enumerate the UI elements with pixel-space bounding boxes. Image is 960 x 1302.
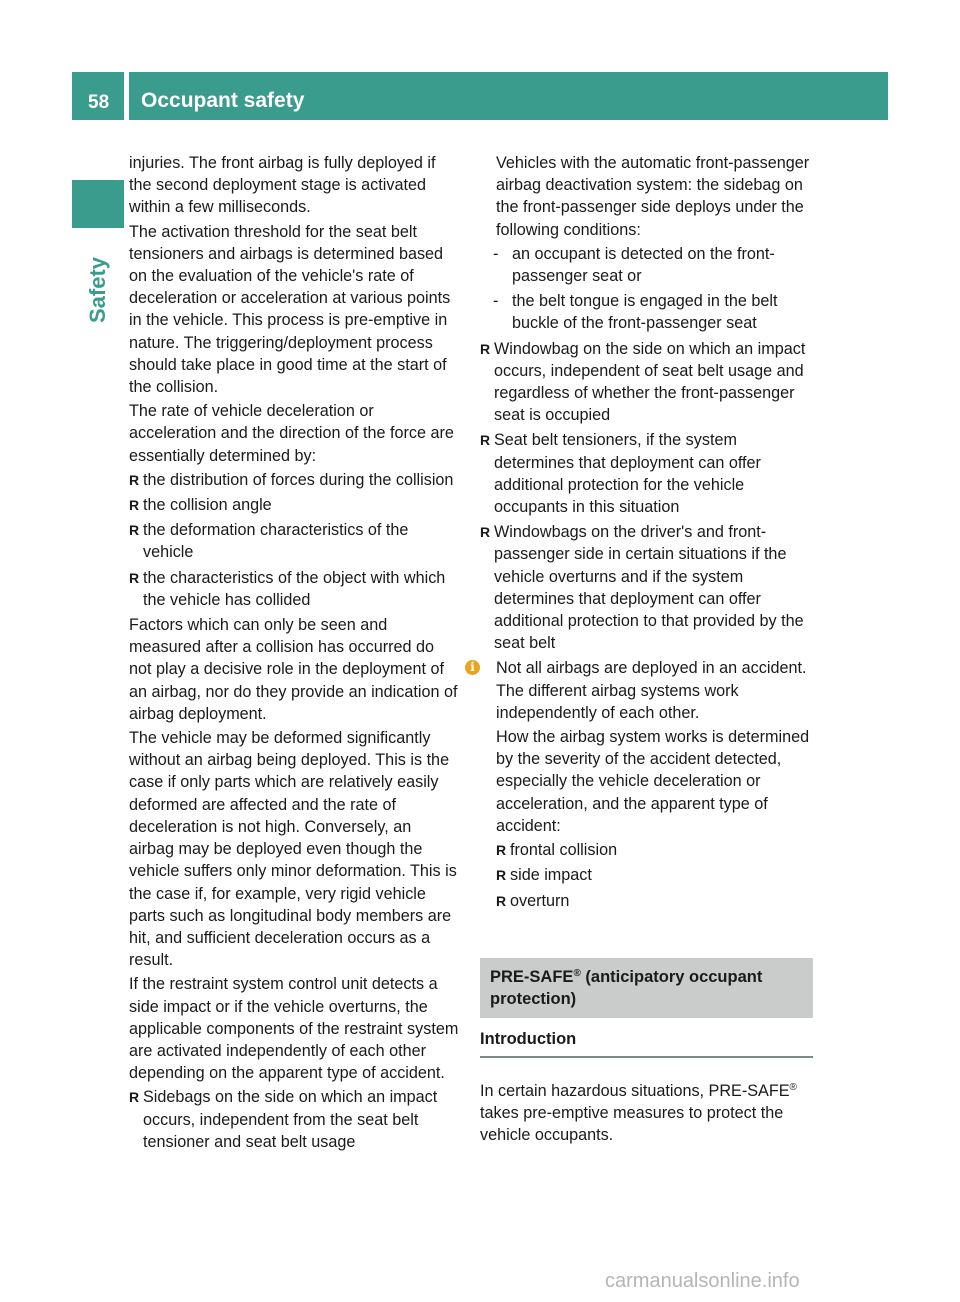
list-item: R side impact	[496, 864, 813, 886]
paragraph: The activation threshold for the seat belt tensioners and airbags is determined based on the evaluation of the vehicle's rate of deceleration or acceleration at various points in the vehicle. This process is pre-emptive in nature. The triggering/deployment process should take place in good time at the start of the collision.	[129, 222, 451, 397]
side-tab-marker	[72, 180, 124, 228]
list-item: R overturn	[496, 890, 813, 912]
list-item: R the distribution of forces during the collision	[129, 469, 460, 491]
dash-item: - the belt tongue is engaged in the belt buckle of the front-passenger seat	[480, 290, 813, 334]
paragraph: Factors which can only be seen and measured after a collision has occurred do not play a decisive role in the deployment of an airbag, nor do they provide an indication of airbag deployment.	[129, 616, 458, 723]
left-column	[129, 152, 460, 1156]
section-heading	[480, 958, 813, 1018]
registered-mark: ®	[573, 967, 581, 979]
section-heading-text-a: PRE-SAFE	[490, 967, 574, 986]
section-heading-text-b: (anticipatory occupant protection)	[490, 967, 763, 1008]
info-note	[470, 657, 813, 911]
list-item: R the deformation characteristics of the vehicle	[129, 519, 460, 563]
list-item: R Windowbags on the driver's and front-passenger side in certain situations if the vehicle overturns and if the system determines that deployment can offer additional protection to that provided by the seat belt	[480, 521, 813, 654]
list-item: R frontal collision	[496, 839, 813, 861]
registered-mark: ®	[789, 1081, 797, 1093]
list-item: R Seat belt tensioners, if the system determines that deployment can offer additional protection for the vehicle occupants in this situation	[480, 429, 813, 518]
right-column	[470, 152, 813, 1149]
list-item: R Windowbag on the side on which an impact occurs, independent of seat belt usage and regardless of whether the front-passenger seat is occupied	[480, 338, 813, 427]
paragraph: The vehicle may be deformed significantly without an airbag being deployed. This is the case if only parts which are relatively easily deformed are affected and the rate of deceleration is not high. Conversely, an airbag may be deployed even though the vehicle suffers only minor deformation. This is the case if, for example, very rigid vehicle parts such as longitudinal body members are hit, and sufficient deceleration occurs as a result.	[129, 729, 457, 970]
page-number-box	[72, 72, 124, 120]
paragraph: Vehicles with the automatic front-passenger airbag deactivation system: the sidebag on the front-passenger side deploys under the following conditions:	[496, 154, 810, 239]
side-tab-label: Safety	[85, 256, 110, 324]
dash-item: - an occupant is detected on the front-passenger seat or	[480, 243, 813, 287]
list-item: R the characteristics of the object with which the vehicle has collided	[129, 567, 460, 611]
paragraph: The rate of vehicle deceleration or acceleration and the direction of the force are essentially determined by:	[129, 402, 454, 465]
intro-paragraph	[480, 1080, 813, 1147]
info-paragraph: How the airbag system works is determined by the severity of the accident detected, especially the vehicle deceleration or acceleration, and the apparent type of accident:	[496, 728, 810, 835]
list-item: R the collision angle	[129, 494, 460, 516]
page-title: Occupant safety	[141, 89, 305, 112]
intro-text-b: takes pre-emptive measures to protect the vehicle occupants.	[480, 1104, 784, 1145]
intro-text-a: In certain hazardous situations, PRE-SAFE	[480, 1081, 790, 1100]
paragraph: injuries. The front airbag is fully deployed if the second deployment stage is activated within a few milliseconds.	[129, 154, 436, 217]
info-icon: i	[465, 660, 480, 675]
watermark: carmanualsonline.info	[605, 1270, 800, 1292]
list-item: R Sidebags on the side on which an impact occurs, independent from the seat belt tensioner and seat belt usage	[129, 1086, 460, 1153]
header-bar	[129, 72, 888, 120]
page-number: 58	[88, 92, 110, 113]
paragraph: If the restraint system control unit detects a side impact or if the vehicle overturns, the applicable components of the restraint system are activated independently of each other depending on the apparent type of accident.	[129, 975, 459, 1083]
info-paragraph: Not all airbags are deployed in an accident. The different airbag systems work independently of each other.	[496, 659, 807, 722]
subheading: Introduction	[480, 1028, 813, 1058]
